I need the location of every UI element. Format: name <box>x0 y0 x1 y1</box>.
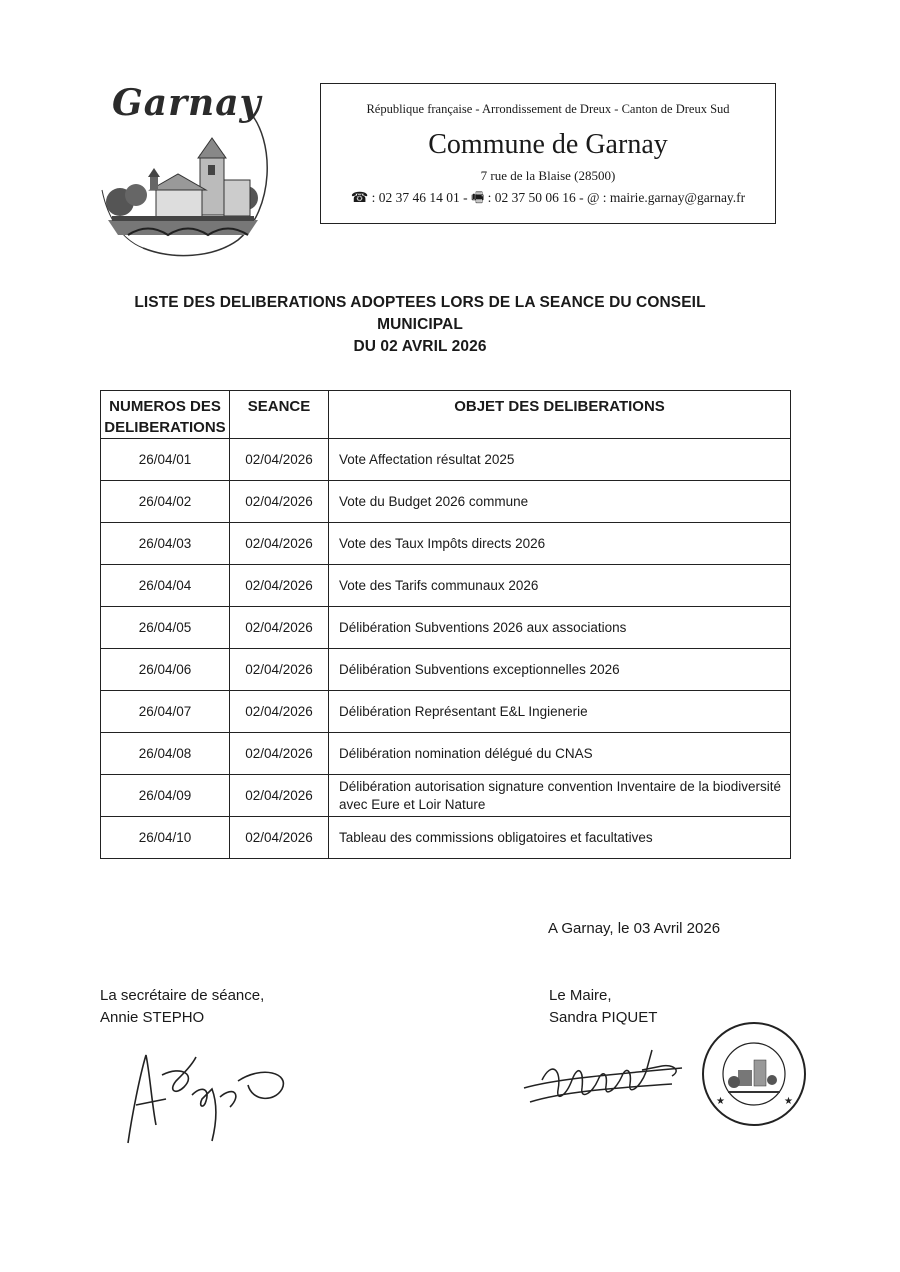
header-numeros: NUMEROS DES DELIBERATIONS <box>101 391 230 439</box>
seance-date: 02/04/2026 <box>230 607 329 649</box>
commune-header-box <box>320 83 776 224</box>
seance-date: 02/04/2026 <box>230 481 329 523</box>
commune-logo <box>98 80 270 258</box>
header-objet: OBJET DES DELIBERATIONS <box>329 391 791 439</box>
deliberation-number: 26/04/10 <box>101 817 230 859</box>
table-row <box>101 733 791 775</box>
deliberation-object: Vote Affectation résultat 2025 <box>329 439 791 481</box>
header-seance: SEANCE <box>230 391 329 439</box>
table-row <box>101 691 791 733</box>
secretary-block <box>100 985 264 1029</box>
deliberation-object: Vote des Tarifs communaux 2026 <box>329 565 791 607</box>
seance-date: 02/04/2026 <box>230 523 329 565</box>
table-row <box>101 481 791 523</box>
svg-text:★: ★ <box>716 1096 725 1107</box>
fax-number: : 02 37 50 06 16 - <box>487 190 584 205</box>
contact-line <box>321 187 775 211</box>
mayor-block <box>549 985 657 1029</box>
deliberation-number: 26/04/09 <box>101 775 230 817</box>
seance-date: 02/04/2026 <box>230 439 329 481</box>
commune-address: 7 rue de la Blaise (28500) <box>480 168 616 183</box>
svg-text:★: ★ <box>784 1096 793 1107</box>
table-row <box>101 439 791 481</box>
mayor-role: Le Maire, <box>549 987 612 1004</box>
secretary-role: La secrétaire de séance, <box>100 987 265 1004</box>
seance-date: 02/04/2026 <box>230 733 329 775</box>
email-address: @ : mairie.garnay@garnay.fr <box>587 190 746 205</box>
table-row <box>101 607 791 649</box>
deliberation-number: 26/04/03 <box>101 523 230 565</box>
deliberations-table <box>100 390 791 859</box>
deliberation-object: Tableau des commissions obligatoires et facultatives <box>329 817 791 859</box>
seance-date: 02/04/2026 <box>230 817 329 859</box>
deliberation-number: 26/04/08 <box>101 733 230 775</box>
title-line-1: LISTE DES DELIBERATIONS ADOPTEES LORS DE LA SEANCE DU CONSEIL MUNICIPAL <box>134 294 706 333</box>
republic-line: République française - Arrondissement de Dreux - Canton de Dreux Sud <box>366 102 730 116</box>
deliberation-object: Délibération nomination délégué du CNAS <box>329 733 791 775</box>
table-row <box>101 565 791 607</box>
place-date: A Garnay, le 03 Avril 2026 <box>548 920 721 937</box>
deliberation-object: Délibération Subventions 2026 aux associations <box>329 607 791 649</box>
secretary-signature <box>122 1045 302 1150</box>
deliberation-number: 26/04/02 <box>101 481 230 523</box>
table-row <box>101 649 791 691</box>
mayor-signature <box>522 1040 692 1110</box>
stamp-seal <box>700 1020 808 1128</box>
deliberation-object: Délibération Représentant E&L Ingienerie <box>329 691 791 733</box>
deliberation-number: 26/04/05 <box>101 607 230 649</box>
mayor-name: Sandra PIQUET <box>549 1009 658 1026</box>
table-row <box>101 817 791 859</box>
deliberation-object: Délibération Subventions exceptionnelles 2026 <box>329 649 791 691</box>
deliberation-object: Vote des Taux Impôts directs 2026 <box>329 523 791 565</box>
seance-date: 02/04/2026 <box>230 691 329 733</box>
seance-date: 02/04/2026 <box>230 649 329 691</box>
deliberation-number: 26/04/04 <box>101 565 230 607</box>
phone-icon: ☎ <box>350 191 369 206</box>
document-title <box>100 292 740 358</box>
phone-number: : 02 37 46 14 01 - <box>371 190 468 205</box>
logo-text: Garnay <box>112 82 262 124</box>
table-row <box>101 775 791 817</box>
deliberation-object: Vote du Budget 2026 commune <box>329 481 791 523</box>
deliberation-number: 26/04/07 <box>101 691 230 733</box>
deliberation-number: 26/04/01 <box>101 439 230 481</box>
commune-name: Commune de Garnay <box>428 129 668 160</box>
mairie-stamp <box>700 1020 808 1128</box>
seance-date: 02/04/2026 <box>230 565 329 607</box>
deliberation-object: Délibération autorisation signature convention Inventaire de la biodiversité avec Eure et Loir Nature <box>329 775 791 817</box>
secretary-name: Annie STEPHO <box>100 1009 205 1026</box>
table-header-row <box>101 391 791 439</box>
table-row <box>101 523 791 565</box>
title-line-2: DU 02 AVRIL 2026 <box>353 338 487 355</box>
seance-date: 02/04/2026 <box>230 775 329 817</box>
deliberation-number: 26/04/06 <box>101 649 230 691</box>
fax-icon: 🖷 <box>471 191 485 206</box>
